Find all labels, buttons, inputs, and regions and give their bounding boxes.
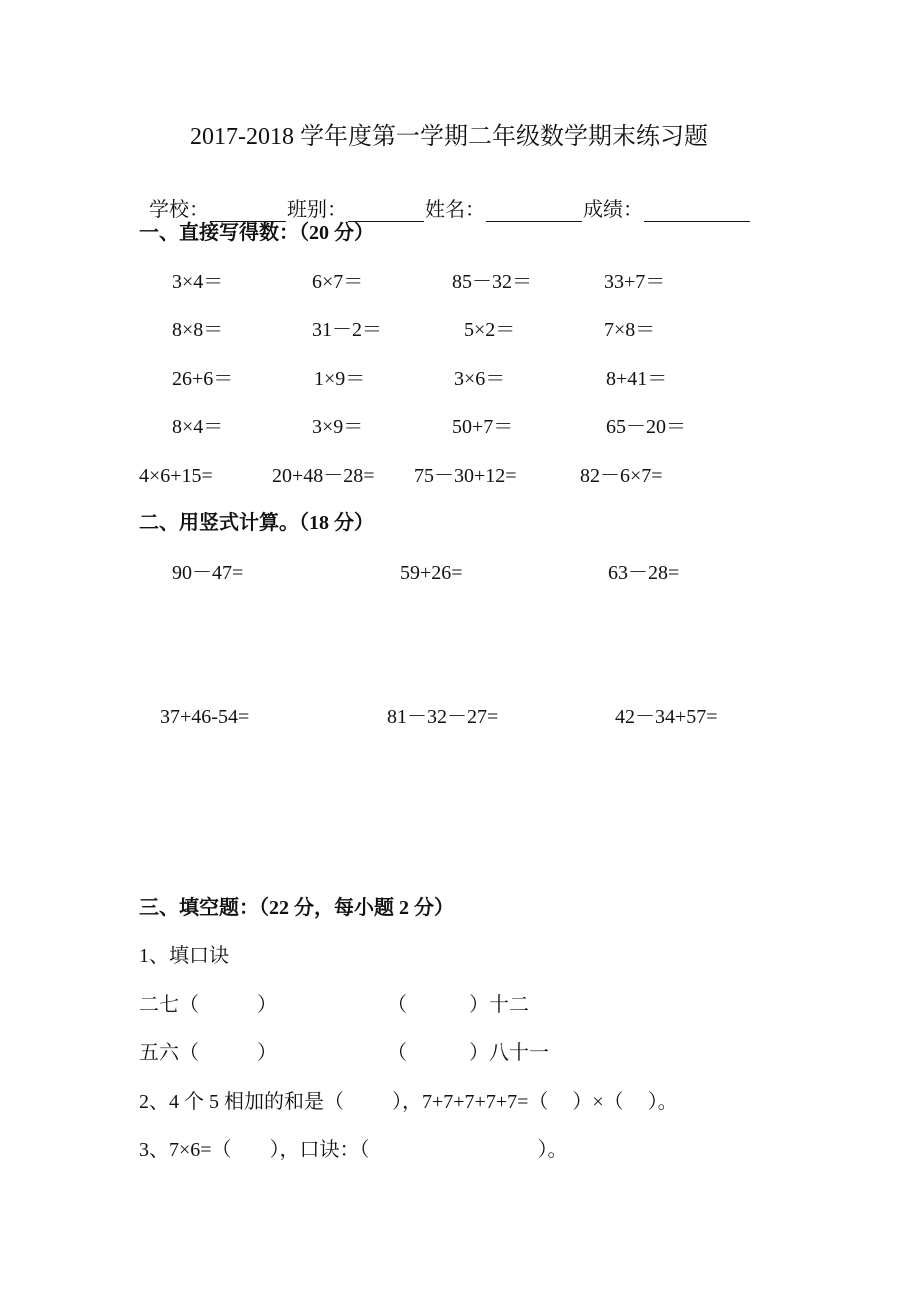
school-label: 学校： bbox=[149, 199, 209, 221]
class-label: 班别： bbox=[287, 199, 347, 221]
mnemonic-item: 五六（ ） bbox=[139, 1042, 277, 1064]
vertical-problem: 81－32－27= bbox=[387, 706, 499, 728]
problem: 3×6＝ bbox=[454, 368, 506, 390]
section1-heading: 一、直接写得数：（20 分） bbox=[139, 222, 374, 244]
info-line bbox=[139, 174, 751, 222]
problem: 3×4＝ bbox=[172, 271, 224, 293]
mnemonic-item: （ ）八十一 bbox=[387, 1042, 549, 1064]
problem: 8×4＝ bbox=[172, 416, 224, 438]
vertical-problem: 42－34+57= bbox=[615, 706, 718, 728]
problem: 33+7＝ bbox=[604, 271, 666, 293]
school-field[interactable] bbox=[210, 201, 286, 222]
problem: 82－6×7= bbox=[580, 465, 663, 487]
problem: 6×7＝ bbox=[312, 271, 364, 293]
problem: 85－32＝ bbox=[452, 271, 532, 293]
vertical-problem: 59+26= bbox=[400, 562, 463, 584]
vertical-problem: 90－47= bbox=[172, 562, 244, 584]
vertical-problem: 37+46-54= bbox=[160, 706, 250, 728]
q1-label: 1、填口诀 bbox=[139, 945, 229, 967]
name-label: 姓名： bbox=[425, 199, 485, 221]
class-field[interactable] bbox=[348, 201, 424, 222]
problem: 8+41＝ bbox=[606, 368, 668, 390]
problem: 5×2＝ bbox=[464, 319, 516, 341]
problem: 8×8＝ bbox=[172, 319, 224, 341]
question-3: 3、7×6=（ ），口诀：（ ）。 bbox=[139, 1139, 568, 1161]
section3-heading: 三、填空题：（22 分，每小题 2 分） bbox=[139, 897, 454, 919]
problem: 75－30+12= bbox=[414, 465, 517, 487]
problem: 20+48－28= bbox=[272, 465, 375, 487]
problem: 3×9＝ bbox=[312, 416, 364, 438]
problem: 26+6＝ bbox=[172, 368, 234, 390]
problem: 1×9＝ bbox=[314, 368, 366, 390]
section2-heading: 二、用竖式计算。（18 分） bbox=[139, 512, 374, 534]
problem: 4×6+15= bbox=[139, 465, 213, 487]
problem: 50+7＝ bbox=[452, 416, 514, 438]
problem: 31－2＝ bbox=[312, 319, 382, 341]
score-label: 成绩： bbox=[583, 199, 643, 221]
page-title: 2017-2018 学年度第一学期二年级数学期末练习题 bbox=[190, 124, 708, 150]
problem: 7×8＝ bbox=[604, 319, 656, 341]
name-field[interactable] bbox=[486, 201, 582, 222]
question-2: 2、4 个 5 相加的和是（ ），7+7+7+7+7=（ ）×（ ）。 bbox=[139, 1091, 678, 1113]
score-field[interactable] bbox=[644, 201, 750, 222]
vertical-problem: 63－28= bbox=[608, 562, 680, 584]
mnemonic-item: （ ）十二 bbox=[387, 994, 529, 1016]
mnemonic-item: 二七（ ） bbox=[139, 994, 277, 1016]
problem: 65－20＝ bbox=[606, 416, 686, 438]
